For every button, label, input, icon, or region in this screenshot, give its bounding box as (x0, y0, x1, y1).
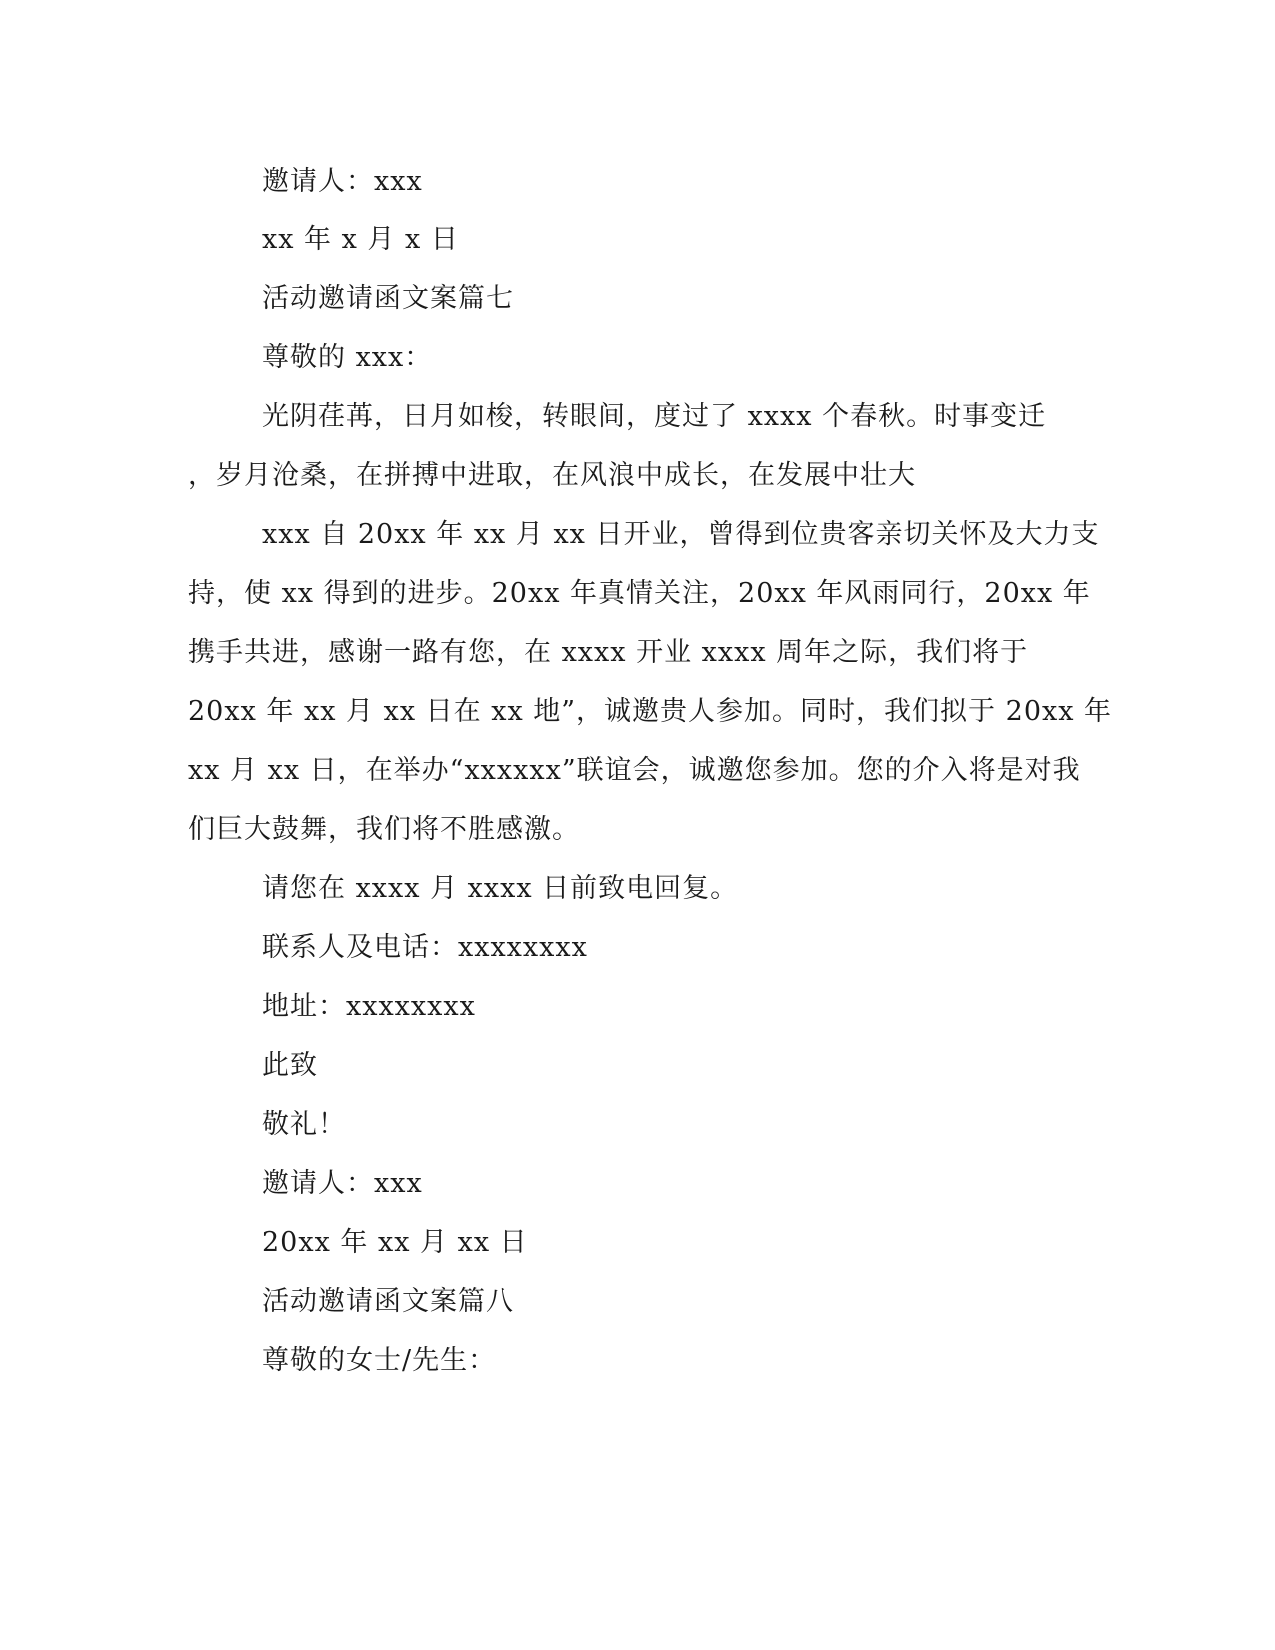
inviter-line: 邀请人：xxx (262, 166, 423, 197)
paragraph-line: xxx 自 20xx 年 xx 月 xx 日开业，曾得到位贵客亲切关怀及大力支 (262, 519, 1100, 550)
contact-line: 联系人及电话：xxxxxxxx (262, 932, 588, 963)
paragraph-line: xx 月 xx 日，在举办“xxxxxx”联谊会，诚邀您参加。您的介入将是对我 (188, 755, 1081, 786)
salutation-line: 尊敬的女士/先生： (262, 1345, 497, 1376)
paragraph-line: 20xx 年 xx 月 xx 日在 xx 地”，诚邀贵人参加。同时，我们拟于 20xx 年 (188, 696, 1113, 727)
inviter-line: 邀请人：xxx (262, 1168, 423, 1199)
date-line: xx 年 x 月 x 日 (262, 224, 459, 255)
paragraph-line: 光阴荏苒，日月如梭，转眼间，度过了 xxxx 个春秋。时事变迁 (262, 401, 1047, 432)
paragraph-line: 携手共进，感谢一路有您，在 xxxx 开业 xxxx 周年之际，我们将于 (188, 637, 1029, 668)
closing-line: 此致 (262, 1050, 318, 1081)
date-line: 20xx 年 xx 月 xx 日 (262, 1227, 528, 1258)
paragraph-line: ，岁月沧桑，在拼搏中进取，在风浪中成长，在发展中壮大 (188, 460, 916, 491)
address-line: 地址：xxxxxxxx (262, 991, 476, 1022)
section-title-7: 活动邀请函文案篇七 (262, 283, 514, 314)
regards-line: 敬礼！ (262, 1109, 346, 1140)
reply-request-line: 请您在 xxxx 月 xxxx 日前致电回复。 (262, 873, 739, 904)
section-title-8: 活动邀请函文案篇八 (262, 1286, 514, 1317)
salutation-line: 尊敬的 xxx： (262, 342, 433, 373)
paragraph-line: 持，使 xx 得到的进步。20xx 年真情关注，20xx 年风雨同行，20xx 年 (188, 578, 1091, 609)
paragraph-line: 们巨大鼓舞，我们将不胜感激。 (188, 814, 580, 845)
